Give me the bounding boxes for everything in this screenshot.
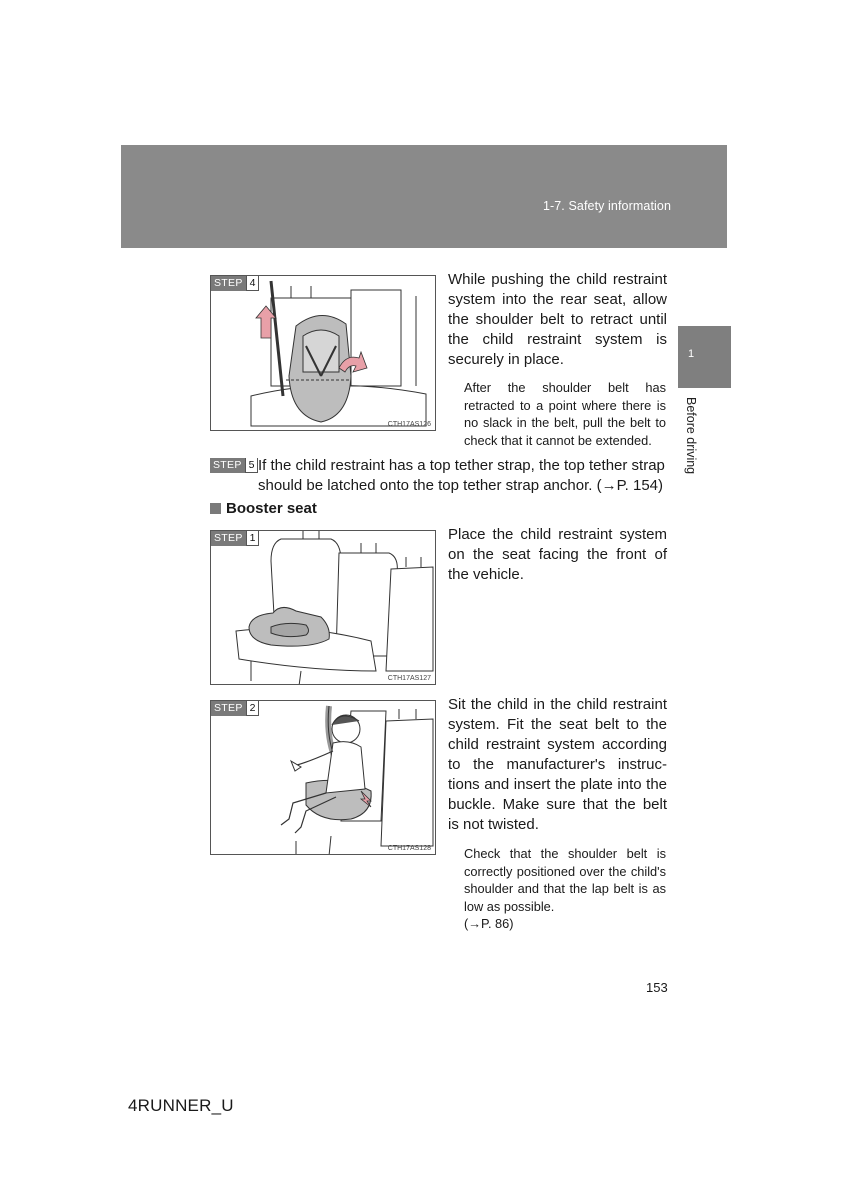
booster-step-2-text: Sit the child in the child restraint system. Fit the seat belt to the child restraint system according to the manufacturer's instruc-tions and insert the plate into the buckle. Make sure that the belt is not twisted. — [448, 696, 667, 833]
square-bullet-icon — [210, 503, 221, 514]
step-5-text: If the child restraint has a top tether strap, the top tether strap should be latched onto the top tether strap anchor. (→P. 154) — [258, 457, 665, 494]
step-number: 1 — [246, 531, 260, 546]
figure-booster-step-2 — [210, 700, 436, 855]
step-label: STEP — [210, 458, 245, 473]
chapter-number: 1 — [688, 348, 695, 360]
note-text: Check that the shoulder belt is correctly positioned over the child's shoulder and that the lap belt is as low as possible. — [464, 846, 666, 914]
step-5-tag — [210, 458, 258, 473]
booster-heading-text: Booster seat — [226, 500, 317, 517]
chapter-tab[interactable] — [678, 326, 731, 388]
booster-step-1-text: Place the child restraint system on the seat facing the front of the vehicle. — [448, 526, 667, 583]
step-number: 5 — [245, 458, 259, 473]
booster-step-2-note — [464, 845, 666, 933]
figure-booster-step-1 — [210, 530, 436, 685]
step-label: STEP — [211, 531, 246, 546]
figure-code: CTH17AS126 — [387, 421, 431, 428]
step-4-text: While pushing the child restraint system into the rear seat, allow the shoulder belt to retract until the child restraint system is securely in place. — [448, 271, 667, 368]
figure-code: CTH17AS128 — [387, 845, 431, 852]
header-band — [121, 145, 727, 248]
step-4-tag — [211, 276, 259, 291]
chapter-label: Before driving — [684, 397, 698, 475]
figure-step-4 — [210, 275, 436, 431]
booster-seat-illustration — [211, 531, 436, 685]
step-label: STEP — [211, 701, 246, 716]
step-number: 4 — [246, 276, 260, 291]
step-4-note: After the shoulder belt has retracted to a point where there is no slack in the belt, pull the belt to check that it cannot be extended. — [464, 380, 666, 448]
booster-step-1-tag — [211, 531, 259, 546]
model-code: 4RUNNER_U — [128, 1096, 234, 1115]
step-number: 2 — [246, 701, 260, 716]
booster-seat-heading — [210, 500, 317, 517]
step-label: STEP — [211, 276, 246, 291]
booster-step-2-tag — [211, 701, 259, 716]
page-reference-link[interactable]: (→P. 86) — [464, 916, 514, 931]
child-in-booster-illustration — [211, 701, 436, 855]
page-number: 153 — [646, 980, 668, 995]
child-restraint-illustration — [211, 276, 436, 431]
figure-code: CTH17AS127 — [387, 675, 431, 682]
step-5 — [210, 456, 670, 500]
section-title: 1-7. Safety information — [542, 199, 671, 213]
